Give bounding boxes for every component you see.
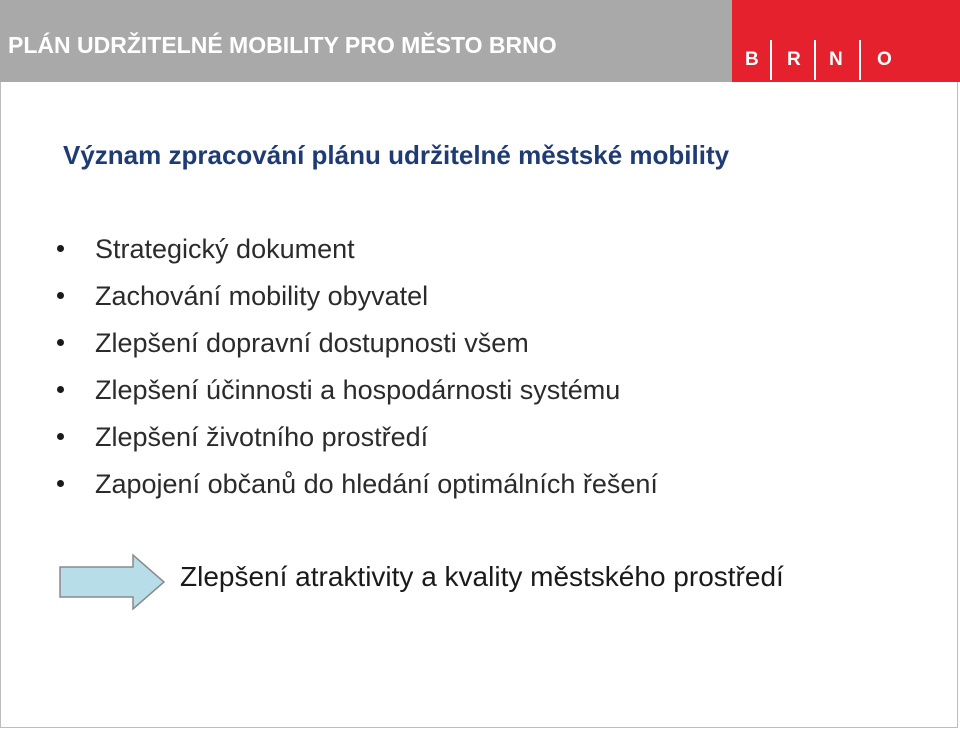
bullet-text: Zapojení občanů do hledání optimálních řešení [95,469,658,499]
bullet-text: Zlepšení dopravní dostupnosti všem [95,328,529,358]
logo-separator [770,40,772,80]
bullet-dot [57,245,64,252]
bullet-dot [57,292,64,299]
bullet-text: Zachování mobility obyvatel [95,281,429,311]
logo-separator [859,40,861,80]
bullet-text: Zlepšení účinnosti a hospodárnosti systému [95,375,621,405]
logo-letter-o: O [877,49,892,70]
header-bar [0,0,732,82]
conclusion-text: Zlepšení atraktivity a kvality městského prostředí [180,561,784,592]
bullet-text: Strategický dokument [95,234,355,264]
header-title: PLÁN UDRŽITELNÉ MOBILITY PRO MĚSTO BRNO [8,32,557,58]
bullet-text: Zlepšení životního prostředí [95,422,429,452]
bullet-dot [57,386,64,393]
slide-heading: Význam zpracování plánu udržitelné městské mobility [63,140,730,170]
logo-letter-b: B [745,49,759,70]
bullet-dot [57,480,64,487]
bullet-dot [57,433,64,440]
right-arrow-icon [58,553,168,611]
brno-logo [732,0,960,82]
bullet-dot [57,339,64,346]
logo-letter-n: N [829,49,843,70]
logo-separator [814,40,816,80]
logo-letter-r: R [787,49,801,70]
